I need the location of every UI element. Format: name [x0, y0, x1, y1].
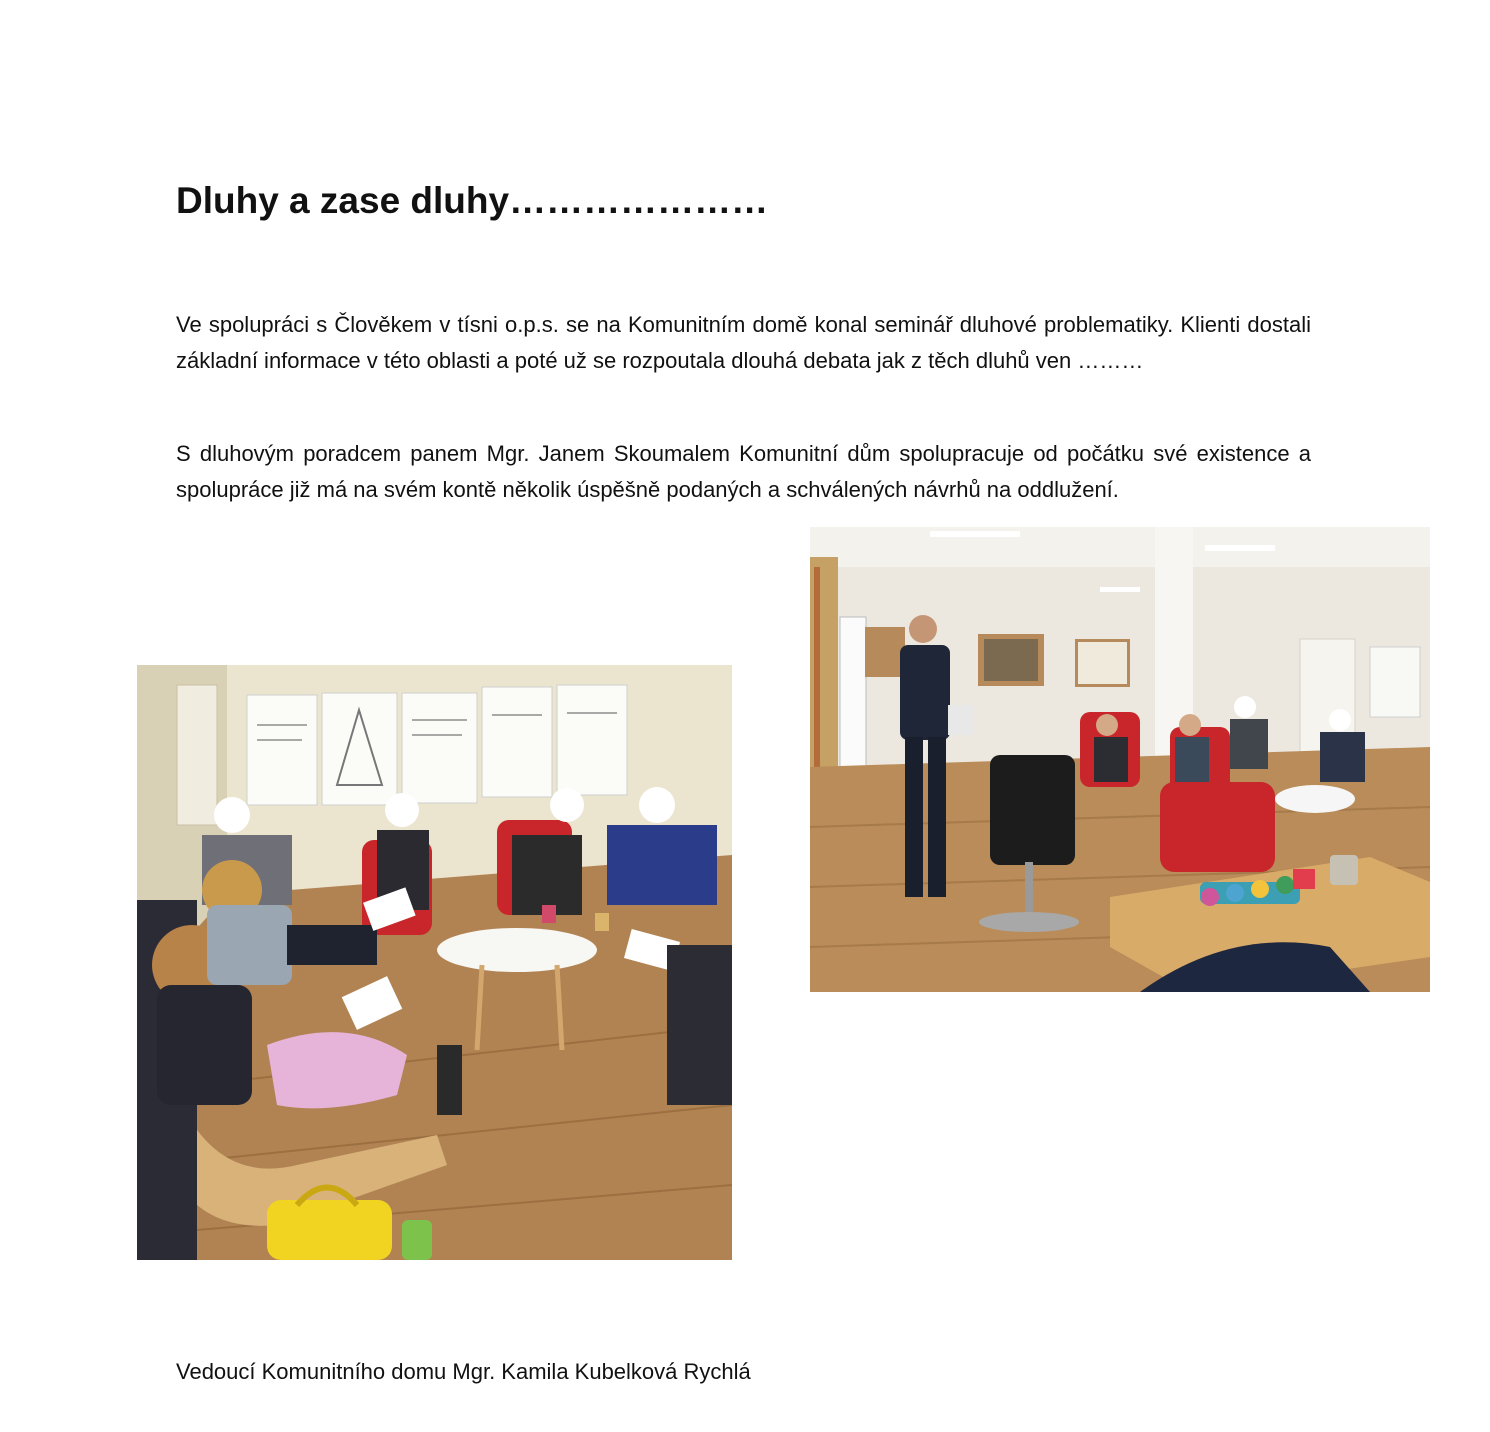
photo-seminar-room-icon: [810, 527, 1430, 992]
photo-seminar-room: [810, 527, 1430, 992]
article-title: Dluhy a zase dluhy…………………: [176, 180, 769, 221]
photo-seminar-circle-icon: [137, 665, 732, 1260]
paragraph-debt-advisor: S dluhovým poradcem panem Mgr. Janem Skoumalem Komunitní dům spolupracuje od počátku své existence a spolupráce již má na svém kontě několik úspěšně podaných a schválených návrhů na oddlužení.: [176, 441, 1311, 502]
signature: Vedoucí Komunitního domu Mgr. Kamila Kubelková Rychlá: [176, 1359, 751, 1384]
paragraph-intro: Ve spolupráci s Člověkem v tísni o.p.s. se na Komunitním domě konal seminář dluhové problematiky. Klienti dostali základní informace v této oblasti a poté už se rozpoutala dlouhá debata jak z těch dluhů ven ………: [176, 312, 1311, 373]
photo-seminar-circle: [137, 665, 732, 1260]
